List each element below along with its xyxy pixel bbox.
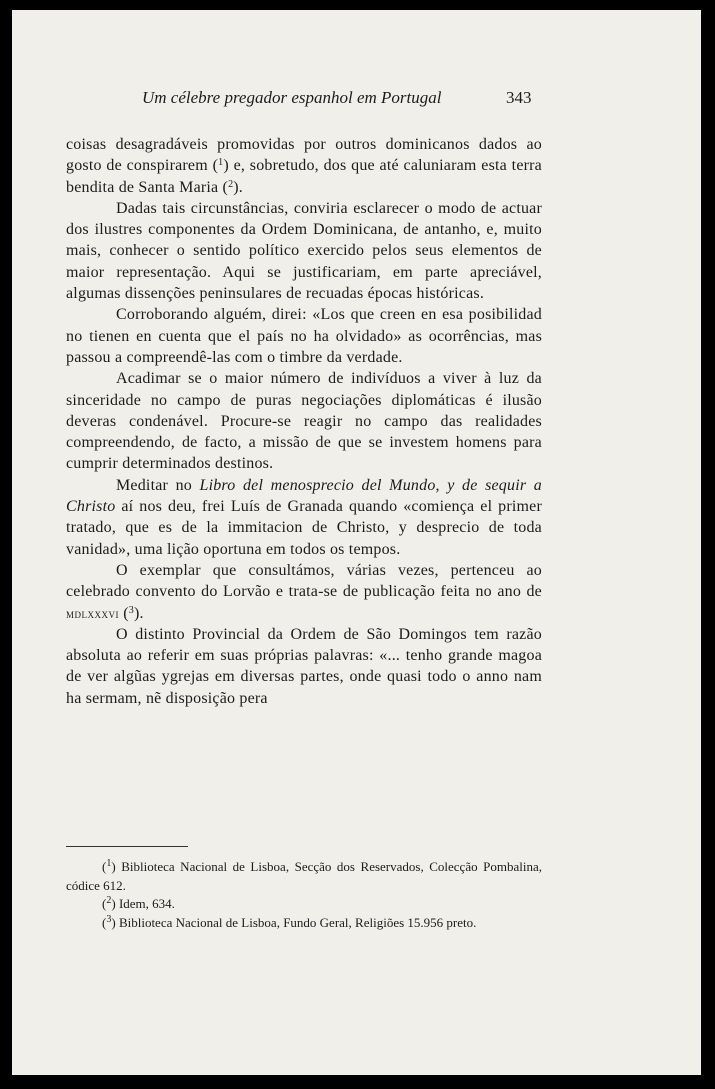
roman-year: mdlxxxvi (66, 605, 119, 621)
footnote-ref-3: 3 (128, 604, 134, 616)
footnote-3: ($^3$) Biblioteca Nacional de Lisboa, Fundo Geral, Religiões 15.956 preto. (102, 913, 477, 930)
paragraph-5: Meditar no Libro del menosprecio del Mundo, y de sequir a Christo aí nos deu, frei Luís de Granada quando «comiença el primer tratado, que es de la immitacion de Christo, y desprecio de toda vanidad», uma lição oportuna em todos os tempos. (66, 476, 542, 558)
footnotes (66, 858, 542, 932)
footnote-divider (66, 846, 188, 847)
paragraph-3: Corroborando alguém, direi: «Los que creen en esa posibilidad no tienen en cuenta que el país no ha olvidado» as ocorrências, mas passou a compreendê-las com o timbre da verdade. (66, 306, 542, 366)
footnote-ref-2: 2 (228, 178, 234, 190)
paragraph-7: O distinto Provincial da Ordem de São Domingos tem razão absoluta ao referir em suas próprias palavras: «... tenho grande magoa de ver algũas ygrejas em diversas partes, onde quasi todo o anno nam ha sermam, nẽ disposição pera (66, 625, 542, 707)
body-text (66, 134, 542, 709)
paragraph-1: coisas desagradáveis promovidas por outros dominicanos dados ao gosto de conspirarem ($^1$) e, sobretudo, dos que até caluniaram esta terra bendita de Santa Maria ($^2$). (66, 136, 542, 196)
paragraph-4: Acadimar se o maior número de indivíduos a viver à luz da sinceridade no campo de puras negociações diplomáticas é ilusão deveras condenável. Procure-se reagir no campo das realidades compreendendo, de facto, a missão de que se investem homens para cumprir determinados destinos. (66, 370, 542, 473)
book-title: Libro del menosprecio del Mundo, y de sequir a Christo (66, 476, 542, 516)
book-page (12, 10, 701, 1075)
footnote-1: ($^1$) Biblioteca Nacional de Lisboa, Secção dos Reservados, Colecção Pombalina, códice 612. (66, 858, 542, 893)
paragraph-2: Dadas tais circunstâncias, conviria esclarecer o modo de actuar dos ilustres componentes da Ordem Dominicana, de antanho, e, muito mais, conhecer o sentido político exercido pelos seus elementos de maior representação. Aqui se justificariam, em parte apreciável, algumas dissenções peninsulares de recuadas épocas históricas. (66, 199, 542, 303)
running-title: Um célebre pregador espanhol em Portugal (142, 88, 442, 107)
paragraph-6: O exemplar que consultámos, várias vezes, pertenceu ao celebrado convento do Lorvão e trata-se de publicação feita no ano de mdlxxxvi ($^3$). (66, 561, 542, 622)
page-number: 343 (506, 88, 532, 107)
footnote-2: ($^2$) Idem, 634. (102, 895, 175, 911)
footnote-ref-1: 1 (218, 157, 224, 169)
